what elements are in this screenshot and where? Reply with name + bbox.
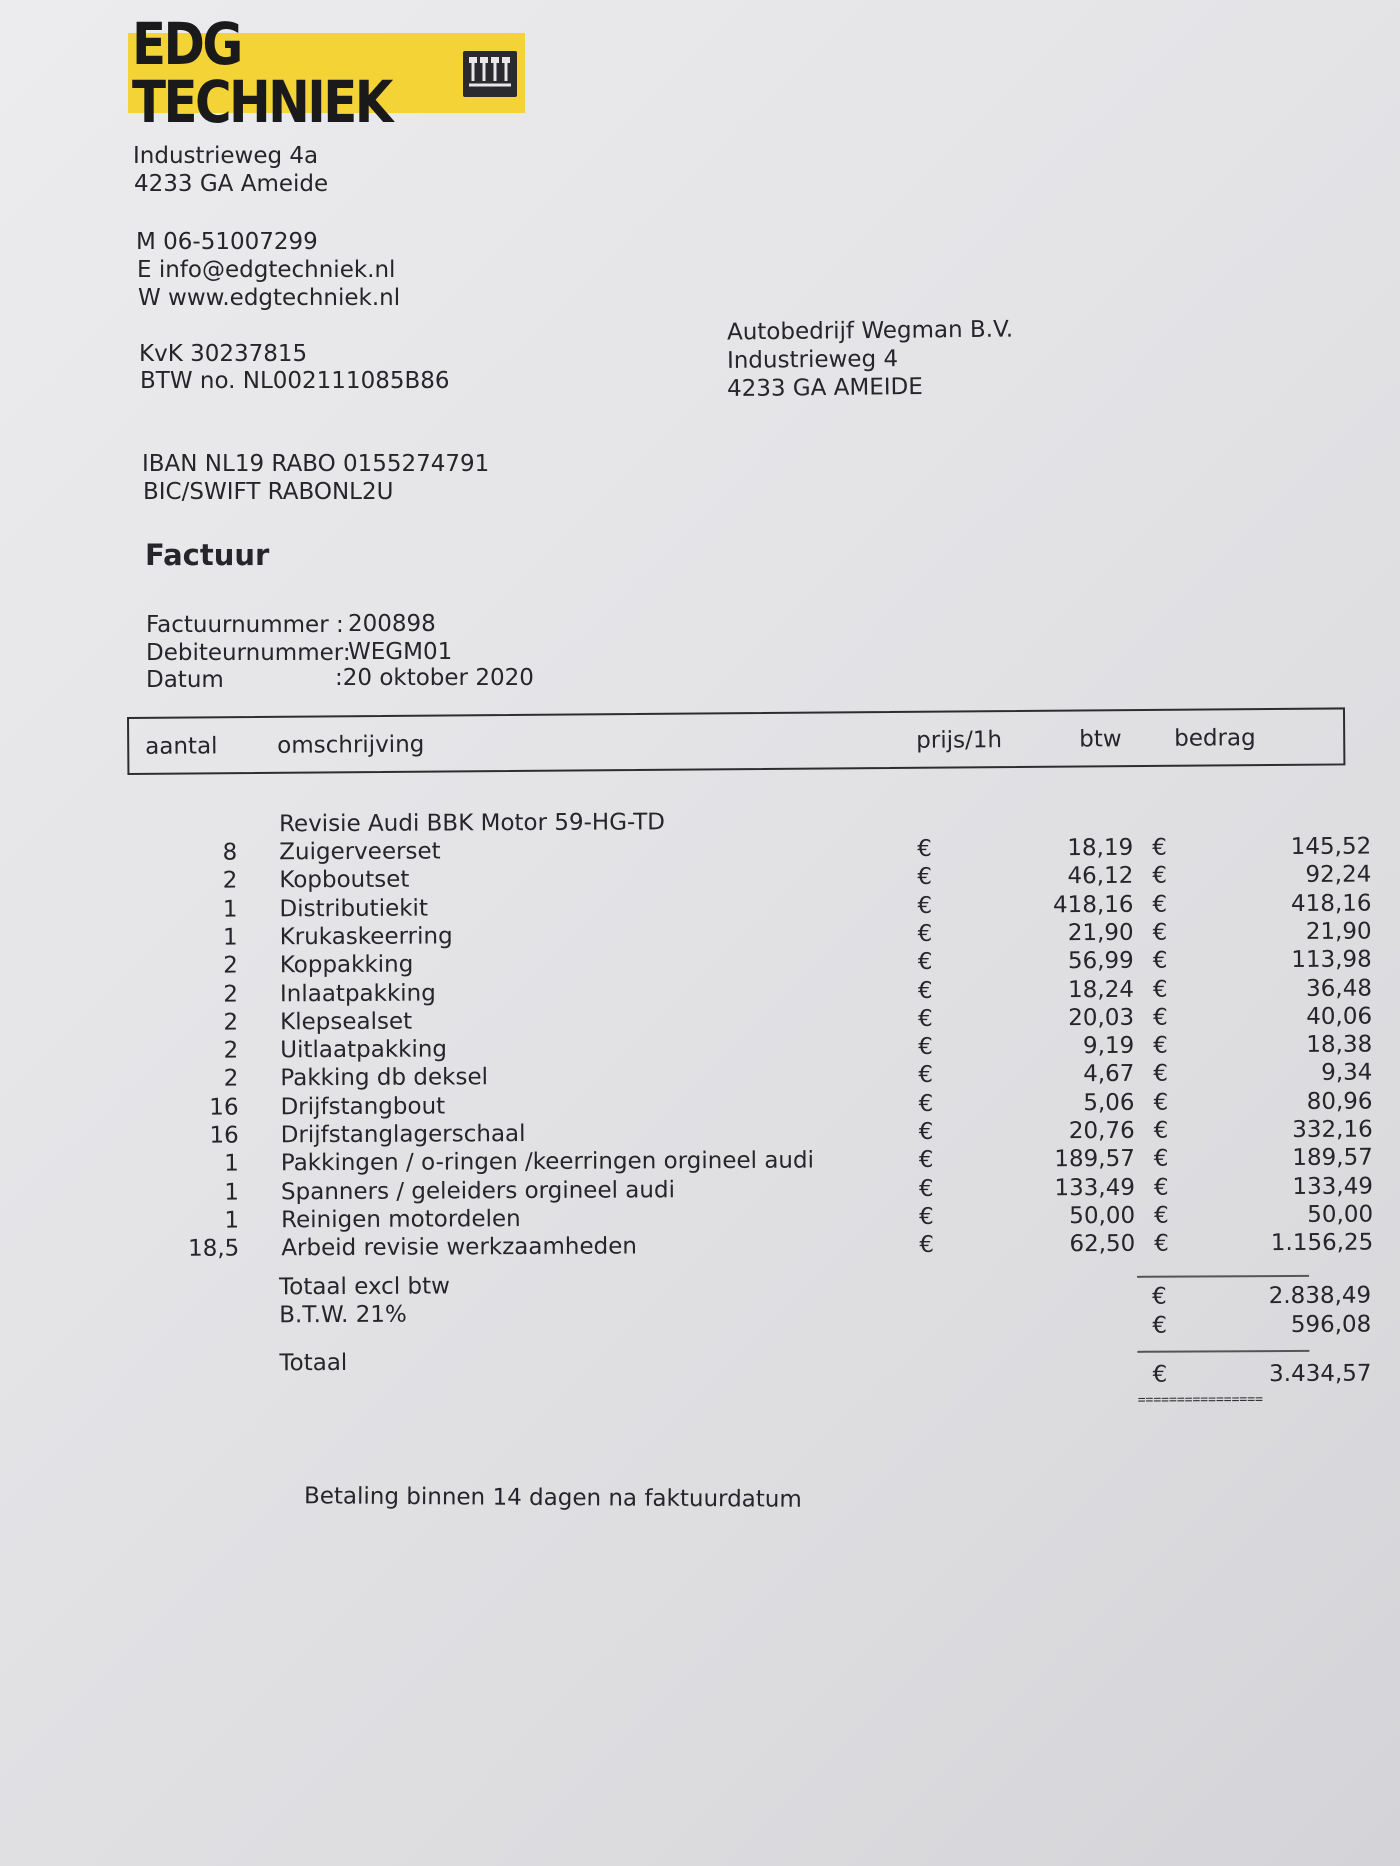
total-value-row: [147, 1360, 1372, 1395]
currency-symbol: €: [919, 1232, 934, 1259]
currency-symbol: €: [1152, 862, 1168, 890]
currency-symbol: €: [1153, 1089, 1169, 1116]
currency-symbol: €: [918, 1090, 934, 1117]
line-item-amount: 113,98: [1291, 946, 1372, 974]
company-phone: M 06-51007299: [136, 229, 318, 255]
line-item-description: Arbeid revisie werkzaamheden: [281, 1233, 637, 1262]
currency-symbol: €: [917, 920, 933, 947]
logo-engine-icon: [463, 51, 517, 97]
currency-symbol: €: [1154, 1202, 1169, 1229]
currency-symbol: €: [1153, 1032, 1168, 1059]
line-item-amount: 145,52: [1290, 833, 1372, 861]
line-item-price: 133,49: [1054, 1174, 1136, 1201]
invoice-title: Factuur: [145, 538, 270, 572]
line-item-price: 418,16: [1052, 891, 1134, 918]
subtotal-value: 2.838,49: [1268, 1282, 1372, 1310]
invoice-date-value: :20 oktober 2020: [335, 665, 534, 691]
line-item-price: 4,67: [1083, 1061, 1135, 1088]
line-item-description: Drijfstanglagerschaal: [280, 1121, 526, 1149]
vat-value: 596,08: [1290, 1311, 1372, 1339]
invoice-date-label: Datum: [146, 667, 224, 693]
currency-symbol: €: [918, 1118, 934, 1145]
line-item-qty: 1: [222, 924, 238, 951]
currency-symbol: €: [1152, 1312, 1167, 1339]
company-address-line1: Industrieweg 4a: [133, 143, 319, 169]
line-item-qty: 16: [209, 1094, 239, 1121]
company-logo: [128, 10, 525, 136]
currency-symbol: €: [1153, 1145, 1169, 1173]
currency-symbol: €: [918, 1005, 933, 1032]
subtotal-label: Totaal excl btw: [278, 1273, 450, 1301]
currency-symbol: €: [918, 1062, 934, 1089]
invoice-number-label: Factuurnummer :: [146, 612, 344, 638]
line-item-price: 21,90: [1067, 919, 1134, 947]
line-item-amount: 36,48: [1306, 975, 1373, 1002]
line-item-description: Krukaskeerring: [279, 923, 453, 951]
currency-symbol: €: [918, 1033, 933, 1061]
currency-symbol: €: [917, 977, 933, 1004]
total-label: Totaal: [279, 1349, 348, 1377]
table-header: [127, 707, 1345, 775]
line-item-description: Pakking db deksel: [280, 1064, 489, 1092]
line-item-description: Inlaatpakking: [279, 979, 436, 1007]
currency-symbol: €: [1152, 1283, 1167, 1310]
recipient-street: Industrieweg 4: [726, 346, 899, 374]
currency-symbol: €: [1154, 1230, 1169, 1257]
line-item-price: 50,00: [1069, 1202, 1136, 1230]
line-item-price: 56,99: [1067, 948, 1134, 975]
currency-symbol: €: [1153, 1174, 1169, 1201]
line-item-qty: 2: [223, 952, 238, 979]
currency-symbol: €: [1152, 976, 1168, 1003]
company-address-line2: 4233 GA Ameide: [134, 171, 329, 197]
company-btw-number: BTW no. NL002111085B86: [140, 368, 450, 394]
line-item-price: 18,19: [1067, 834, 1134, 862]
currency-symbol: €: [918, 1147, 934, 1174]
company-iban: IBAN NL19 RABO 0155274791: [142, 451, 490, 477]
line-item-description: Reinigen motordelen: [281, 1205, 521, 1234]
vat-label: B.T.W. 21%: [279, 1301, 407, 1329]
line-item-price: 20,03: [1068, 1004, 1135, 1031]
debtor-number-value: WEGM01: [348, 639, 453, 665]
line-item-amount: 418,16: [1290, 890, 1372, 917]
currency-symbol: €: [917, 892, 933, 919]
line-item-amount: 18,38: [1306, 1031, 1373, 1059]
line-item-qty: 2: [223, 981, 239, 1008]
line-item-qty: 2: [223, 1037, 239, 1064]
payment-terms: Betaling binnen 14 dagen na faktuurdatum: [303, 1483, 802, 1513]
line-item-qty: 1: [222, 896, 238, 923]
currency-symbol: €: [1153, 1061, 1169, 1088]
currency-symbol: €: [1153, 1004, 1168, 1031]
company-bic: BIC/SWIFT RABONL2U: [143, 479, 394, 505]
currency-symbol: €: [917, 949, 933, 976]
line-item-description: Spanners / geleiders orgineel audi: [280, 1176, 676, 1205]
currency-symbol: €: [1152, 1361, 1168, 1388]
line-item-description: Klepsealset: [280, 1008, 413, 1036]
total-double-underline: ================: [1137, 1392, 1263, 1408]
company-email: E info@edgtechniek.nl: [137, 257, 396, 283]
logo-text: EDG TECHNIEK: [132, 10, 391, 136]
line-item-qty: 8: [222, 839, 238, 866]
line-item-qty: 2: [223, 1009, 239, 1036]
section-title: Revisie Audi BBK Motor 59-HG-TD: [278, 809, 666, 838]
line-item-price: 189,57: [1054, 1146, 1135, 1173]
line-item-price: 5,06: [1083, 1089, 1135, 1116]
company-website: W www.edgtechniek.nl: [138, 285, 401, 311]
line-item-amount: 1.156,25: [1270, 1229, 1374, 1257]
line-item-description: Drijfstangbout: [280, 1093, 446, 1120]
line-item-description: Koppakking: [279, 951, 414, 979]
currency-symbol: €: [917, 864, 933, 891]
totals-block: [147, 1269, 1372, 1425]
line-item-qty: 1: [224, 1179, 240, 1206]
currency-symbol: €: [917, 835, 932, 862]
header-description: omschrijving: [277, 731, 425, 759]
currency-symbol: €: [1152, 834, 1167, 861]
currency-symbol: €: [1152, 947, 1168, 974]
debtor-number-label: Debiteurnummer:: [146, 640, 351, 666]
line-item-description: Uitlaatpakking: [280, 1036, 448, 1064]
header-amount: bedrag: [1174, 725, 1256, 752]
currency-symbol: €: [1152, 919, 1168, 946]
line-item-amount: 332,16: [1292, 1116, 1373, 1144]
line-item-qty: 18,5: [188, 1235, 240, 1262]
currency-symbol: €: [919, 1203, 934, 1230]
company-kvk: KvK 30237815: [139, 341, 308, 367]
line-item-price: 18,24: [1068, 976, 1135, 1003]
currency-symbol: €: [1152, 891, 1168, 918]
header-vat: btw: [1079, 726, 1122, 753]
line-item-amount: 80,96: [1306, 1088, 1373, 1115]
line-item-qty: 2: [223, 1065, 239, 1092]
line-item-amount: 9,34: [1321, 1059, 1373, 1087]
line-item-amount: 189,57: [1292, 1144, 1373, 1172]
table-row: [149, 1229, 1374, 1264]
line-item-description: Zuigerveerset: [279, 838, 441, 866]
line-item-price: 62,50: [1069, 1231, 1136, 1258]
line-item-qty: 1: [224, 1207, 240, 1234]
line-item-amount: 21,90: [1305, 918, 1372, 945]
currency-symbol: €: [918, 1175, 934, 1202]
line-item-amount: 133,49: [1292, 1173, 1374, 1200]
line-item-description: Pakkingen / o-ringen /keerringen orgineel audi: [280, 1147, 815, 1177]
vat-value-row: [147, 1311, 1372, 1346]
total-value: 3.434,57: [1269, 1360, 1372, 1388]
recipient-city: 4233 GA AMEIDE: [726, 373, 923, 403]
line-item-amount: 40,06: [1306, 1003, 1373, 1030]
invoice-number-value: 200898: [348, 611, 436, 637]
line-item-qty: 2: [222, 867, 238, 894]
line-item-qty: 16: [209, 1122, 239, 1149]
line-item-price: 9,19: [1082, 1032, 1135, 1060]
line-item-qty: 1: [224, 1150, 239, 1177]
line-item-amount: 50,00: [1307, 1201, 1374, 1228]
currency-symbol: €: [1153, 1117, 1169, 1144]
header-price: prijs/1h: [916, 727, 1003, 754]
line-item-description: Kopboutset: [279, 866, 410, 894]
line-item-price: 20,76: [1068, 1117, 1135, 1145]
line-item-description: Distributiekit: [279, 895, 428, 922]
recipient-name: Autobedrijf Wegman B.V.: [726, 316, 1014, 346]
header-qty: aantal: [145, 733, 218, 760]
line-item-price: 46,12: [1067, 863, 1134, 890]
line-item-amount: 92,24: [1305, 861, 1372, 889]
